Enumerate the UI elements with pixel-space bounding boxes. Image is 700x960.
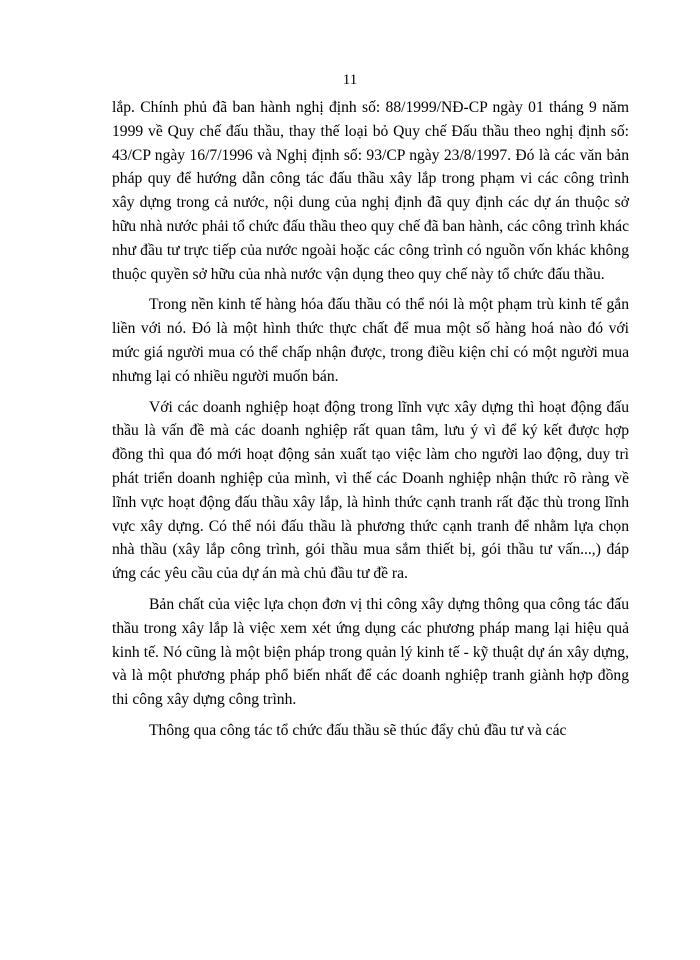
body-text [112, 96, 629, 743]
paragraph-bidding-organization: Thông qua công tác tổ chức đấu thầu sẽ thúc đẩy chủ đầu tư và các [149, 721, 567, 739]
paragraph-continuation: lắp. Chính phủ đã ban hành nghị định số: 88/1999/NĐ-CP ngày 01 tháng 9 năm 1999 về Quy chế đấu thầu, thay thế loại bỏ Quy chế Đấu thầu theo nghị định số: 43/CP ngày 16/7/1996 và Nghị định số: 93/CP ngày 23/8/1997. Đó là các văn bản pháp quy để hướng dẫn công tác đấu thầu xây lắp trong phạm vi các công trình xây dựng trong cả nước, nội dung của nghị định đã quy định các dự án thuộc sở hữu nhà nước phải tổ chức đấu thầu theo quy chế đã ban hành, các công trình khác như đầu tư trực tiếp của nước ngoài hoặc các công trình có nguồn vốn khác không thuộc quyền sở hữu của nhà nước vận dụng theo quy chế này tổ chức đấu thầu. [112, 99, 629, 283]
paragraph-construction-enterprises: Với các doanh nghiệp hoạt động trong lĩnh vực xây dựng thì hoạt động đấu thầu là vấn đề mà các doanh nghiệp rất quan tâm, lưu ý vì để ký kết được hợp đồng thì qua đó mới hoạt động sản xuất tạo việc làm cho người lao động, duy trì phát triển doanh nghiệp của mình, vì thế các Doanh nghiệp nhận thức rõ ràng về lĩnh vực hoạt động đấu thầu xây lắp, là hình thức cạnh tranh rất đặc thù trong lĩnh vực xây dựng. Có thể nói đấu thầu là phương thức cạnh tranh để nhằm lựa chọn nhà thầu (xây lắp công trình, gói thầu mua sắm thiết bị, gói thầu tư vấn...,) đáp ứng các yêu cầu của dự án mà chủ đầu tư đề ra. [112, 398, 629, 583]
paragraph-market-economy: Trong nền kinh tế hàng hóa đấu thầu có thể nói là một phạm trù kinh tế gắn liền với nó. Đó là một hình thức thực chất để mua một số hàng hoá nào đó với mức giá người mua có thể chấp nhận được, trong điều kiện chỉ có một người mua nhưng lại có nhiều người muốn bán. [112, 296, 629, 385]
page-number: 11 [342, 72, 358, 88]
paragraph-nature-of-selection: Bản chất của việc lựa chọn đơn vị thi công xây dựng thông qua công tác đấu thầu trong xây lắp là việc xem xét ứng dụng các phương pháp mang lại hiệu quả kinh tế. Nó cũng là một biện pháp trong quản lý kinh tế - kỹ thuật dự án xây dựng, và là một phương pháp phổ biến nhất để các doanh nghiệp tranh giành hợp đồng thi công xây dựng công trình. [112, 595, 629, 709]
